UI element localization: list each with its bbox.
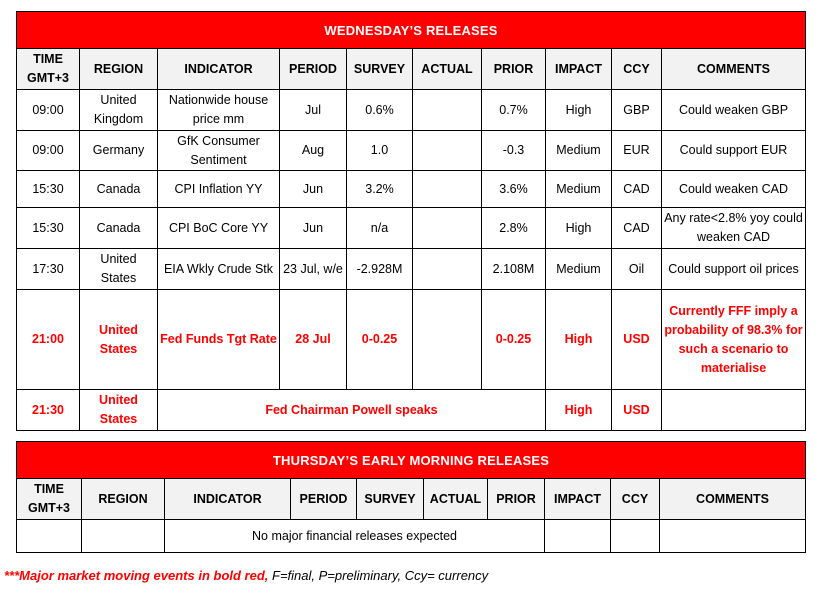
table-row-major bbox=[17, 290, 806, 390]
cell-actual bbox=[413, 208, 482, 249]
footnote-legend: F=final, P=preliminary, Ccy= currency bbox=[268, 568, 489, 583]
cell-region bbox=[82, 520, 165, 553]
cell-ccy: USD bbox=[612, 390, 662, 431]
cell-comments: Could support EUR bbox=[662, 131, 806, 171]
footnote-highlight: ***Major market moving events in bold red, bbox=[4, 568, 269, 583]
cell-actual bbox=[413, 90, 482, 131]
table-row bbox=[17, 131, 806, 171]
cell-ccy: EUR bbox=[612, 131, 662, 171]
thursday-title-row bbox=[17, 442, 806, 479]
cell-impact: High bbox=[546, 90, 612, 131]
cell-impact: Medium bbox=[546, 249, 612, 290]
thursday-title: THURSDAY’S EARLY MORNING RELEASES bbox=[17, 442, 806, 479]
cell-comments: Could weaken GBP bbox=[662, 90, 806, 131]
cell-period: 28 Jul bbox=[280, 290, 347, 390]
thursday-releases-table bbox=[16, 441, 806, 553]
cell-ccy bbox=[611, 520, 660, 553]
cell-ccy: Oil bbox=[612, 249, 662, 290]
cell-comments: Could weaken CAD bbox=[662, 171, 806, 208]
cell-impact: High bbox=[546, 290, 612, 390]
header-prior: PRIOR bbox=[482, 49, 546, 90]
header-indicator: INDICATOR bbox=[165, 479, 291, 520]
cell-time bbox=[17, 520, 82, 553]
header-time bbox=[17, 49, 80, 90]
cell-time: 21:00 bbox=[17, 290, 80, 390]
table-row bbox=[17, 249, 806, 290]
cell-prior: 0-0.25 bbox=[482, 290, 546, 390]
cell-survey: n/a bbox=[347, 208, 413, 249]
cell-indicator: GfK Consumer Sentiment bbox=[158, 131, 280, 171]
cell-prior: 2.108M bbox=[482, 249, 546, 290]
cell-impact: High bbox=[546, 390, 612, 431]
cell-time: 17:30 bbox=[17, 249, 80, 290]
cell-survey: 0-0.25 bbox=[347, 290, 413, 390]
cell-actual bbox=[413, 131, 482, 171]
cell-period: Jun bbox=[280, 171, 347, 208]
cell-indicator: EIA Wkly Crude Stk bbox=[158, 249, 280, 290]
wednesday-header-row bbox=[17, 49, 806, 90]
cell-indicator: Nationwide house price mm bbox=[158, 90, 280, 131]
table-row bbox=[17, 520, 806, 553]
cell-impact bbox=[545, 520, 611, 553]
header-comments: COMMENTS bbox=[662, 49, 806, 90]
cell-region: Canada bbox=[80, 208, 158, 249]
cell-period: 23 Jul, w/e bbox=[280, 249, 347, 290]
cell-indicator: CPI Inflation YY bbox=[158, 171, 280, 208]
header-actual: ACTUAL bbox=[413, 49, 482, 90]
cell-time: 15:30 bbox=[17, 208, 80, 249]
cell-ccy: USD bbox=[612, 290, 662, 390]
cell-comments: Could support oil prices bbox=[662, 249, 806, 290]
cell-actual bbox=[413, 171, 482, 208]
cell-prior: 0.7% bbox=[482, 90, 546, 131]
header-actual: ACTUAL bbox=[424, 479, 488, 520]
wednesday-title: WEDNESDAY’S RELEASES bbox=[17, 12, 806, 49]
empty-message: No major financial releases expected bbox=[165, 520, 545, 553]
table-row bbox=[17, 171, 806, 208]
cell-region: United Kingdom bbox=[80, 90, 158, 131]
cell-time: 09:00 bbox=[17, 131, 80, 171]
header-comments: COMMENTS bbox=[660, 479, 806, 520]
cell-period: Aug bbox=[280, 131, 347, 171]
wednesday-releases-table bbox=[16, 11, 806, 431]
header-time-line2: GMT+3 bbox=[27, 501, 71, 515]
cell-comments bbox=[660, 520, 806, 553]
table-row-speech bbox=[17, 390, 806, 431]
cell-comments: Any rate<2.8% yoy could weaken CAD bbox=[662, 208, 806, 249]
cell-time: 21:30 bbox=[17, 390, 80, 431]
header-prior: PRIOR bbox=[488, 479, 545, 520]
cell-region: United States bbox=[80, 249, 158, 290]
header-time-line1: TIME bbox=[33, 52, 63, 66]
cell-time: 15:30 bbox=[17, 171, 80, 208]
cell-survey: 0.6% bbox=[347, 90, 413, 131]
header-region: REGION bbox=[80, 49, 158, 90]
cell-impact: Medium bbox=[546, 171, 612, 208]
header-region: REGION bbox=[82, 479, 165, 520]
cell-ccy: GBP bbox=[612, 90, 662, 131]
cell-survey: 3.2% bbox=[347, 171, 413, 208]
cell-region: Germany bbox=[80, 131, 158, 171]
cell-time: 09:00 bbox=[17, 90, 80, 131]
header-ccy: CCY bbox=[612, 49, 662, 90]
cell-ccy: CAD bbox=[612, 171, 662, 208]
header-period: PERIOD bbox=[280, 49, 347, 90]
cell-region: United States bbox=[80, 390, 158, 431]
cell-prior: 3.6% bbox=[482, 171, 546, 208]
cell-prior: -0.3 bbox=[482, 131, 546, 171]
header-period: PERIOD bbox=[291, 479, 357, 520]
cell-ccy: CAD bbox=[612, 208, 662, 249]
cell-indicator: Fed Funds Tgt Rate bbox=[158, 290, 280, 390]
cell-region: Canada bbox=[80, 171, 158, 208]
footnote bbox=[4, 568, 488, 583]
cell-comments bbox=[662, 390, 806, 431]
cell-survey: -2.928M bbox=[347, 249, 413, 290]
cell-period: Jun bbox=[280, 208, 347, 249]
cell-impact: High bbox=[546, 208, 612, 249]
thursday-header-row bbox=[17, 479, 806, 520]
header-time-line2: GMT+3 bbox=[26, 71, 70, 85]
table-row bbox=[17, 90, 806, 131]
cell-period: Jul bbox=[280, 90, 347, 131]
header-time bbox=[17, 479, 82, 520]
cell-impact: Medium bbox=[546, 131, 612, 171]
cell-event: Fed Chairman Powell speaks bbox=[158, 390, 546, 431]
cell-survey: 1.0 bbox=[347, 131, 413, 171]
cell-indicator: CPI BoC Core YY bbox=[158, 208, 280, 249]
cell-comments: Currently FFF imply a probability of 98.3% for such a scenario to materialise bbox=[662, 290, 806, 390]
table-row bbox=[17, 208, 806, 249]
header-ccy: CCY bbox=[611, 479, 660, 520]
cell-prior: 2.8% bbox=[482, 208, 546, 249]
cell-actual bbox=[413, 249, 482, 290]
header-impact: IMPACT bbox=[546, 49, 612, 90]
wednesday-title-row bbox=[17, 12, 806, 49]
cell-actual bbox=[413, 290, 482, 390]
header-survey: SURVEY bbox=[347, 49, 413, 90]
header-time-line1: TIME bbox=[34, 482, 64, 496]
header-indicator: INDICATOR bbox=[158, 49, 280, 90]
header-survey: SURVEY bbox=[357, 479, 424, 520]
header-impact: IMPACT bbox=[545, 479, 611, 520]
cell-region: United States bbox=[80, 290, 158, 390]
